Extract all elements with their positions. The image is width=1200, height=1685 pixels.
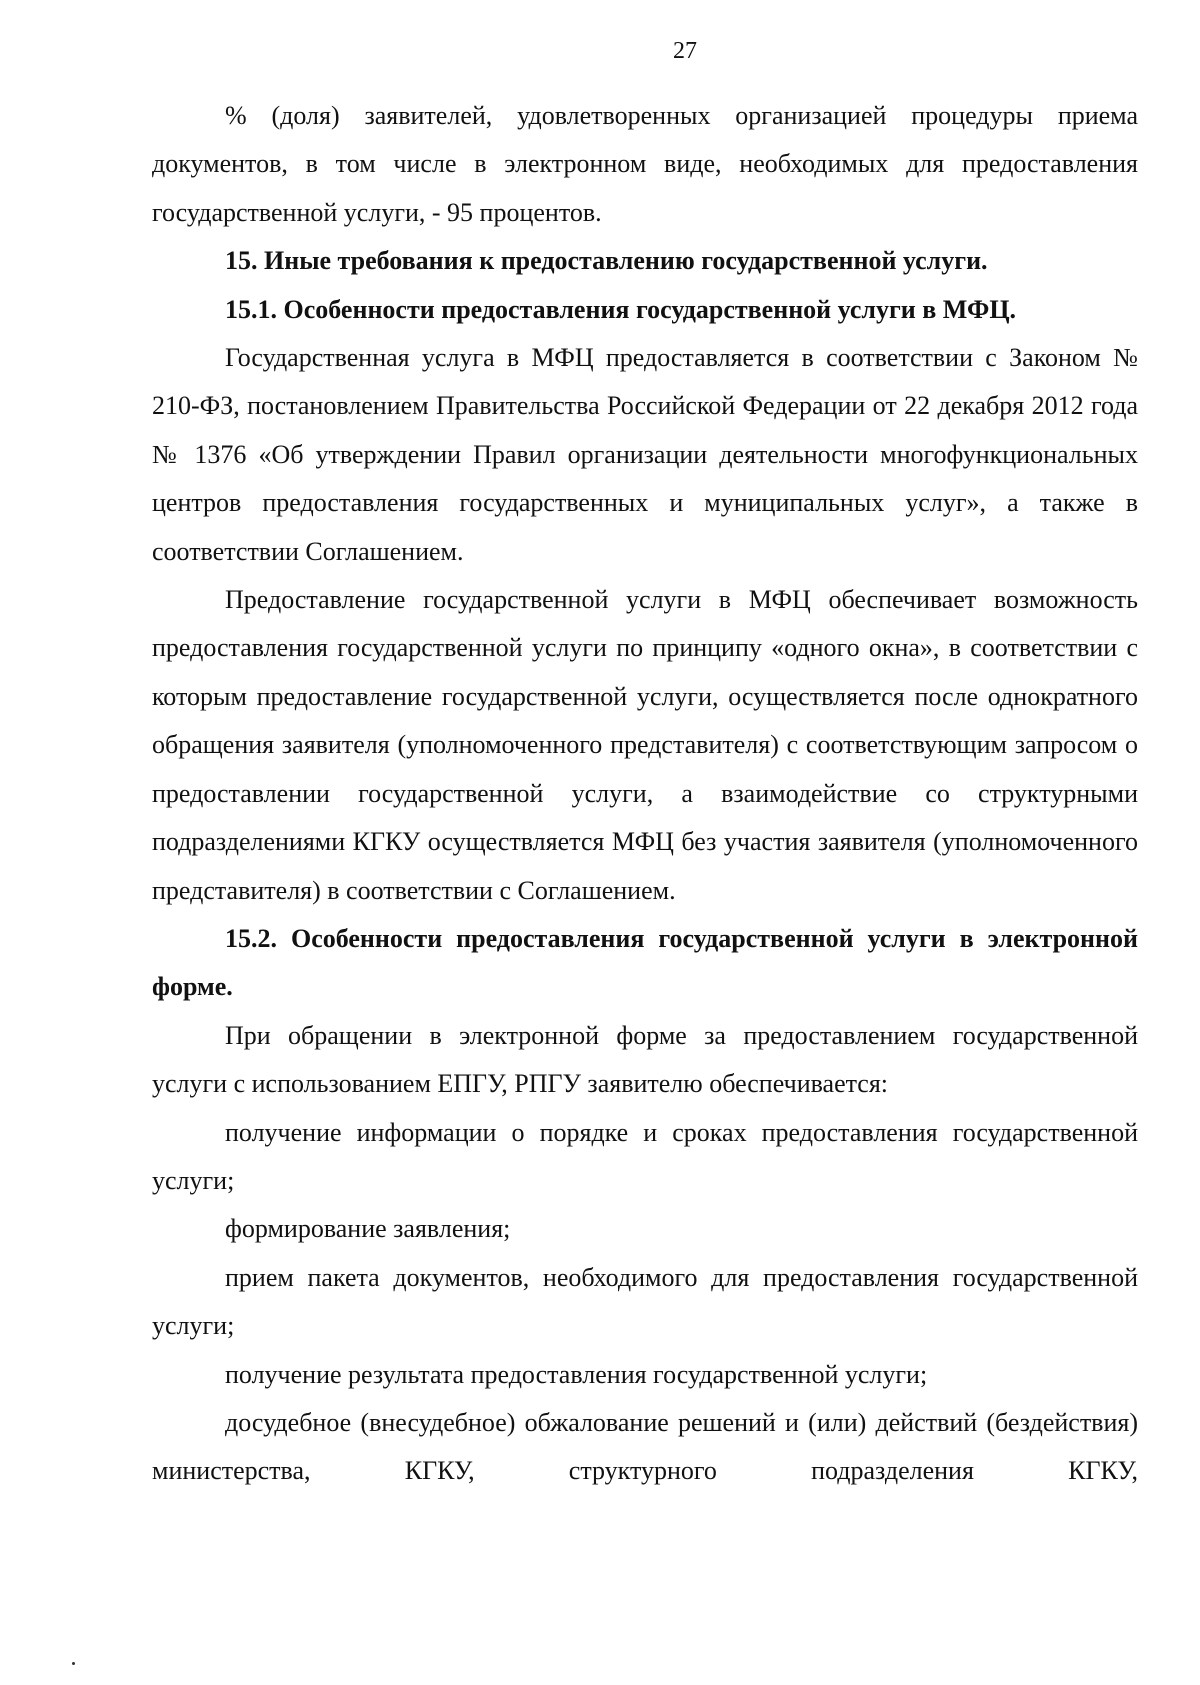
list-item-information: получение информации о порядке и сроках предоставления государственной услуги;	[152, 1117, 1138, 1195]
section-heading-15-1: 15.1. Особенности предоставления государственной услуги в МФЦ.	[225, 294, 1017, 324]
paragraph-mfc-legal-basis: Государственная услуга в МФЦ предоставляется в соответствии с Законом № 210-ФЗ, постановлением Правительства Российской Федерации от 22 декабря 2012 года № 1376 «Об утверждении Правил организации деятельности многофункциональных центров предоставления государственных и муниципальных услуг», а также в соответствии Соглашением.	[152, 343, 1138, 566]
section-heading-15-2: 15.2. Особенности предоставления государственной услуги в электронной форме.	[152, 923, 1138, 1002]
page-number: 27	[673, 38, 697, 64]
list-item-documents-reception: прием пакета документов, необходимого для предоставления государственной услуги;	[152, 1262, 1138, 1341]
scan-speck	[72, 1662, 75, 1665]
paragraph-applicants-share: % (доля) заявителей, удовлетворенных организацией процедуры приема документов, в том числе в электронном виде, необходимых для предоставления государственной услуги, - 95 процентов.	[152, 101, 1138, 227]
list-item-application-forming: формирование заявления;	[225, 1214, 511, 1244]
list-item-result-receiving: получение результата предоставления государственной услуги;	[225, 1359, 928, 1389]
document-body	[152, 92, 1138, 1496]
section-heading-15: 15. Иные требования к предоставлению государственной услуги.	[225, 246, 988, 276]
list-item-pretrial-appeal: досудебное (внесудебное) обжалование решений и (или) действий (бездействия) министерства, КГКУ, структурного подразделения КГКУ,	[152, 1407, 1138, 1486]
paragraph-one-window-principle: Предоставление государственной услуги в МФЦ обеспечивает возможность предоставления государственной услуги по принципу «одного окна», в соответствии с которым предоставление государственной услуги, осуществляется после однократного обращения заявителя (уполномоченного представителя) с соответствующим запросом о предоставлении государственной услуги, а взаимодействие со структурными подразделениями КГКУ осуществляется МФЦ без участия заявителя (уполномоченного представителя) в соответствии с Соглашением.	[152, 585, 1138, 905]
paragraph-electronic-form-intro: При обращении в электронной форме за предоставлением государственной услуги с использованием ЕПГУ, РПГУ заявителю обеспечивается:	[152, 1020, 1138, 1099]
